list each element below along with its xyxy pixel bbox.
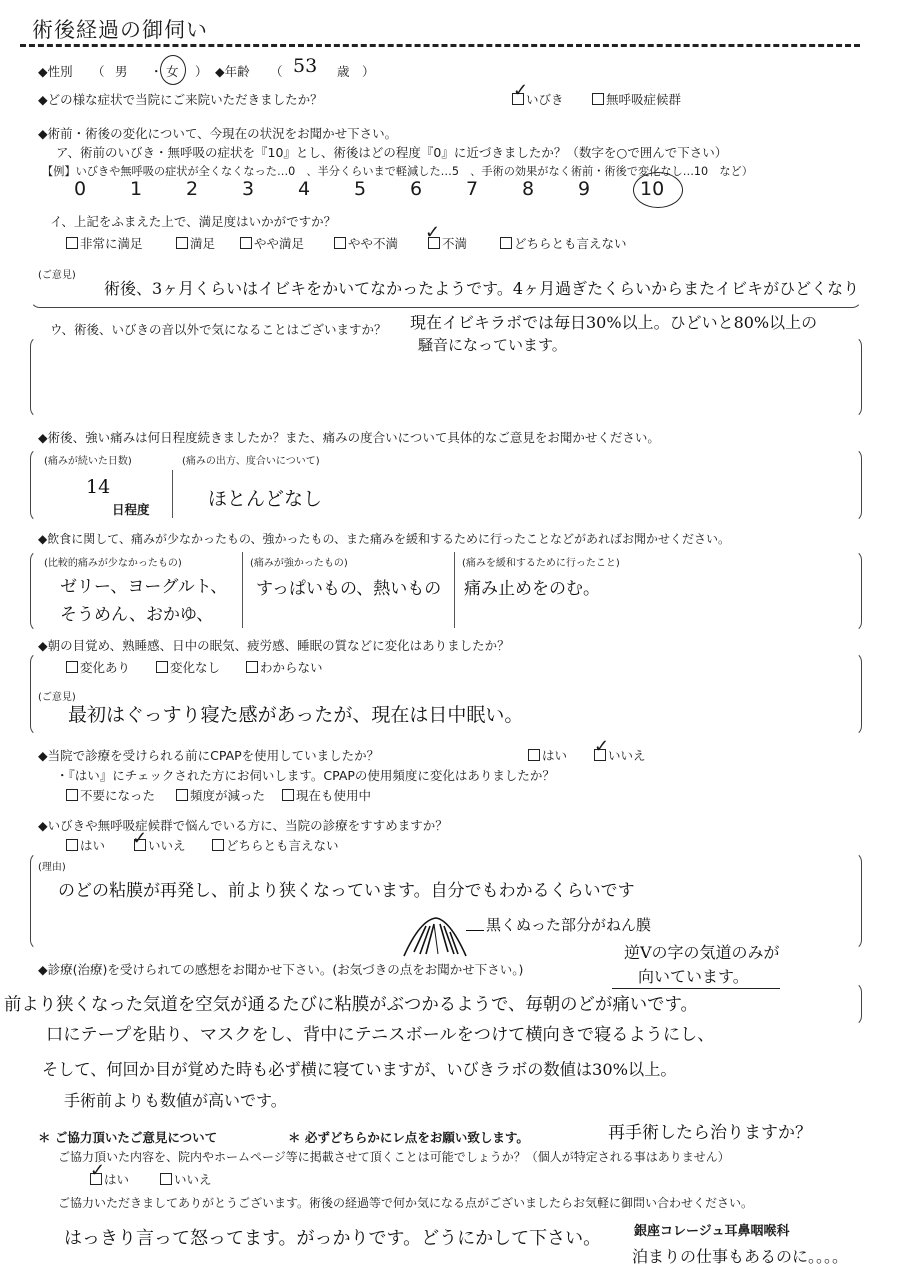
scale-option-3[interactable]: 3 [242,178,255,200]
cpap-option-label: 不要になった [80,788,156,803]
q8-answer-line3[interactable]: そして、何回か目が覚めた時も必ず横に寝ていますが、いびきラボの数値は30%以上。 [42,1060,677,1079]
scale-option-7[interactable]: 7 [466,178,479,200]
satisfaction-option-2[interactable] [240,234,304,252]
gender-label: ◆性別 [38,64,73,79]
satisfaction-option-0[interactable] [66,234,143,252]
check-mark-icon: ✓ [513,80,529,101]
q5-question: ◆朝の目覚め、熟睡感、日中の眠気、疲労感、睡眠の質などに変化はありましたか？ [38,638,510,653]
checkbox-icon[interactable] [334,237,346,249]
q5-opinion-label: (ご意見) [38,692,76,703]
age-open: （ [270,64,283,79]
checkbox-icon[interactable] [134,839,146,851]
checkbox-icon[interactable] [428,237,440,249]
check-mark-icon: ✓ [425,222,441,243]
satisfaction-option-label: 非常に満足 [80,236,143,251]
q6-option-yes-label: はい [542,748,568,763]
clinic-brand: 銀座コレージュ耳鼻咽喉科 [634,1224,790,1239]
q4-col1-label: (比較的痛みが少なかったもの) [44,558,182,569]
checkbox-icon[interactable] [212,839,224,851]
q1-question: ◆どの様な症状で当院にご来院いただきましたか？ [38,92,323,107]
recommend-option-2[interactable] [212,836,339,854]
checkbox-icon[interactable] [66,661,78,673]
scale-option-6[interactable]: 6 [410,178,423,200]
recommend-option-1[interactable] [134,836,186,854]
recommend-option-label: はい [80,838,106,853]
q3-answer-box [30,448,862,522]
q4-question: ◆飲食に関して、痛みが少なかったもの、強かったもの、また痛みを緩和するために行ったことなどがあればお聞かせください。 [38,532,731,546]
throat-sketch-icon [400,912,470,958]
q2u-answer-line2[interactable]: 騒音になっています。 [418,336,567,354]
q3-days-suffix: 日程度 [112,502,150,517]
recommend-option-label: いいえ [148,838,186,853]
scale-option-4[interactable]: 4 [298,178,311,200]
q8-answer-line4[interactable]: 手術前よりも数値が高いです。 [64,1091,287,1110]
consent-question: ご協力頂いた内容を、院内やホームページ等に掲載させて頂くことは可能でしょうか？（個人が特定される事はありません） [58,1150,730,1164]
satisfaction-option-label: 満足 [190,236,216,251]
q8-answer-line2[interactable]: 口にテープを貼り、マスクをし、背中にテニスボールをつけて横向きで寝るようにし、 [46,1025,715,1045]
q8-question: ◆診療(治療)を受けられての感想をお聞かせ下さい。(お気づきの点をお聞かせ下さい。) [38,962,524,977]
q8-answer-line5[interactable]: 再手術したら治りますか？ [608,1123,812,1143]
page-title: 術後経過の御伺い [32,18,208,42]
sleep-change-option-1[interactable] [156,658,220,676]
q2i-opinion-answer[interactable]: 術後、3ヶ月くらいはイビキをかいてなかったようです。4ヶ月過ぎたくらいからまたイビキがひどくなり [104,279,860,298]
checkbox-icon[interactable] [176,237,188,249]
q2u-answer-line1[interactable]: 現在イビキラボでは毎日30%以上。ひどいと80%以上の [410,313,818,332]
q4-col1-line1[interactable]: ゼリー、ヨーグルト、 [60,577,228,597]
q1-option-apnea-label: 無呼吸症候群 [606,92,682,107]
sleep-change-option-label: わからない [260,660,323,675]
checkbox-icon[interactable] [66,237,78,249]
recommend-option-0[interactable] [66,836,105,854]
check-mark-icon: ✓ [90,1160,106,1181]
q6-sub-question: ・『はい』にチェックされた方にお伺いします。CPAPの使用頻度に変化はありましたか？ [56,768,555,783]
q3-question: ◆術後、強い痛みは何日程度続きましたか？また、痛みの度合いについて具体的なご意見をお聞かせください。 [38,430,660,445]
checkbox-icon[interactable] [240,237,252,249]
q3-detail-label: (痛みの出方、度合いについて) [182,456,320,467]
age-value[interactable]: 53 [293,55,318,77]
q4-column-divider-1 [242,552,243,628]
satisfaction-option-4[interactable] [428,234,467,252]
q4-col2-label: (痛みが強かったもの) [250,558,348,569]
satisfaction-option-label: 不満 [442,236,468,251]
age-close: ） [362,64,375,79]
check-mark-icon: ✓ [594,736,610,757]
closing-comment[interactable]: はっきり言って怒ってます。がっかりです。どうにかして下さい。 [64,1228,602,1249]
title-divider [20,44,860,47]
gender-close: ） [195,64,208,79]
scale-option-5[interactable]: 5 [354,178,367,200]
thanks-message: ご協力いただきましてありがとうございます。術後の経過等で何か気になる点がございましたらお気軽に御問い合わせください。 [58,1196,754,1210]
cpap-option-2[interactable] [282,786,371,804]
checkbox-icon[interactable] [160,1173,172,1185]
sleep-change-option-label: 変化なし [170,660,221,675]
age-label: ◆年齢 [215,64,250,79]
checkbox-icon[interactable] [176,789,188,801]
checkbox-icon[interactable] [156,661,168,673]
satisfaction-option-label: やや不満 [348,236,399,251]
checkbox-icon[interactable] [246,661,258,673]
satisfaction-option-1[interactable] [176,234,215,252]
q2i-opinion-label: (ご意見) [38,270,76,281]
consent-option-no-label: いいえ [174,1172,212,1187]
gender-male[interactable]: 男 [115,64,128,79]
satisfaction-option-5[interactable] [500,234,627,252]
q2-sub-a: ア、術前のいびき・無呼吸の症状を『10』とし、術後はどの程度『0』に近づきましたか？（数字を○で囲んで下さい） [56,145,728,160]
cpap-option-label: 頻度が減った [190,788,266,803]
scale-option-10[interactable]: 10 [640,178,665,200]
sleep-change-option-0[interactable] [66,658,130,676]
q2-question: ◆術前・術後の変化について、今現在の状況をお聞かせ下さい。 [38,126,398,141]
q6-option-yes[interactable] [528,746,567,764]
q7-reason-label: (理由) [38,862,66,873]
consent-option-no[interactable] [160,1170,212,1188]
q6-question: ◆当院で診療を受けられる前にCPAPを使用していましたか？ [38,748,380,763]
q8-answer-line1[interactable]: 前より狭くなった気道を空気が通るたびに粘膜がぶつかるようで、毎朝のどが痛いです。 [4,995,698,1015]
check-mark-icon: ✓ [132,828,148,849]
closing-comment-2[interactable]: 泊まりの仕事もあるのに。。。。 [632,1247,849,1266]
consent-heading-b: ＊ 必ずどちらかにレ点をお願い致します。 [288,1130,529,1145]
q1-option-snore-label: いびき [526,92,564,107]
q2u-answer-box [30,336,862,418]
q2-example: 【例】いびきや無呼吸の症状が全くなくなった…0 、半分くらいまで軽減した…5 、手術の効果がなく術前・術後で変化なし…10 など） [42,165,753,178]
satisfaction-option-label: どちらとも言えない [514,236,627,251]
consent-heading-a: ＊ ご協力頂いたご意見について [38,1130,218,1145]
checkbox-icon[interactable] [500,237,512,249]
checkbox-icon[interactable] [592,93,604,105]
scale-option-8[interactable]: 8 [522,178,535,200]
scale-option-1[interactable]: 1 [130,178,143,200]
q4-column-divider-2 [454,552,455,628]
checkbox-icon[interactable] [282,789,294,801]
q7-reason-answer[interactable]: のどの粘膜が再発し、前より狭くなっています。自分でもわかるくらいです [58,881,635,901]
scale-option-2[interactable]: 2 [186,178,199,200]
scale-option-0[interactable]: 0 [74,178,87,200]
q4-col3-label: (痛みを緩和するために行ったこと) [462,558,620,569]
sleep-change-option-2[interactable] [246,658,323,676]
q6-option-no-label: いいえ [608,748,646,763]
sleep-change-option-label: 変化あり [80,660,131,675]
q3-days-value[interactable]: 14 [86,476,111,498]
satisfaction-option-label: やや満足 [254,236,305,251]
age-unit: 歳 [337,64,350,79]
female-circle-mark [160,55,186,85]
q7-question: ◆いびきや無呼吸症候群で悩んでいる方に、当院の診療をすすめますか？ [38,818,448,833]
q3-days-label: (痛みが続いた日数) [44,456,132,467]
cpap-option-label: 現在も使用中 [296,788,372,803]
gender-open: （ [92,64,105,79]
cpap-option-1[interactable] [176,786,265,804]
checkbox-icon[interactable] [66,789,78,801]
q3-detail-value[interactable]: ほとんどなし [208,488,323,510]
q4-col1-line2[interactable]: そうめん、おかゆ、 [60,605,214,625]
gender-female[interactable]: 女 [166,64,179,79]
satisfaction-option-3[interactable] [334,234,398,252]
q7-side-note-line1: 逆Vの字の気道のみが [624,943,780,962]
q7-side-note-line2: 向いています。 [638,967,749,986]
scale-option-9[interactable]: 9 [578,178,591,200]
recommend-option-label: どちらとも言えない [226,838,339,853]
cpap-option-0[interactable] [66,786,155,804]
q4-col3-value[interactable]: 痛み止めをのむ。 [464,579,600,599]
q7-sketch-note: 黒くぬった部分がねん膜 [486,916,652,934]
q5-opinion-answer[interactable]: 最初はぐっすり寝た感があったが、現在は日中眠い。 [68,704,524,726]
checkbox-icon[interactable] [528,749,540,761]
q1-option-apnea[interactable] [592,90,681,108]
gender-dot: ・ [150,64,163,79]
q2u-question: ウ、術後、いびきの音以外で気になることはございますか？ [50,322,387,337]
q4-col2-value[interactable]: すっぱいもの、熱いもの [256,579,442,599]
q2i-question: イ、上記をふまえた上で、満足度はいかがですか？ [50,214,337,229]
checkbox-icon[interactable] [66,839,78,851]
sketch-pointer-line [466,930,484,931]
q3-column-divider [172,470,173,518]
consent-option-yes-label: はい [104,1172,130,1187]
